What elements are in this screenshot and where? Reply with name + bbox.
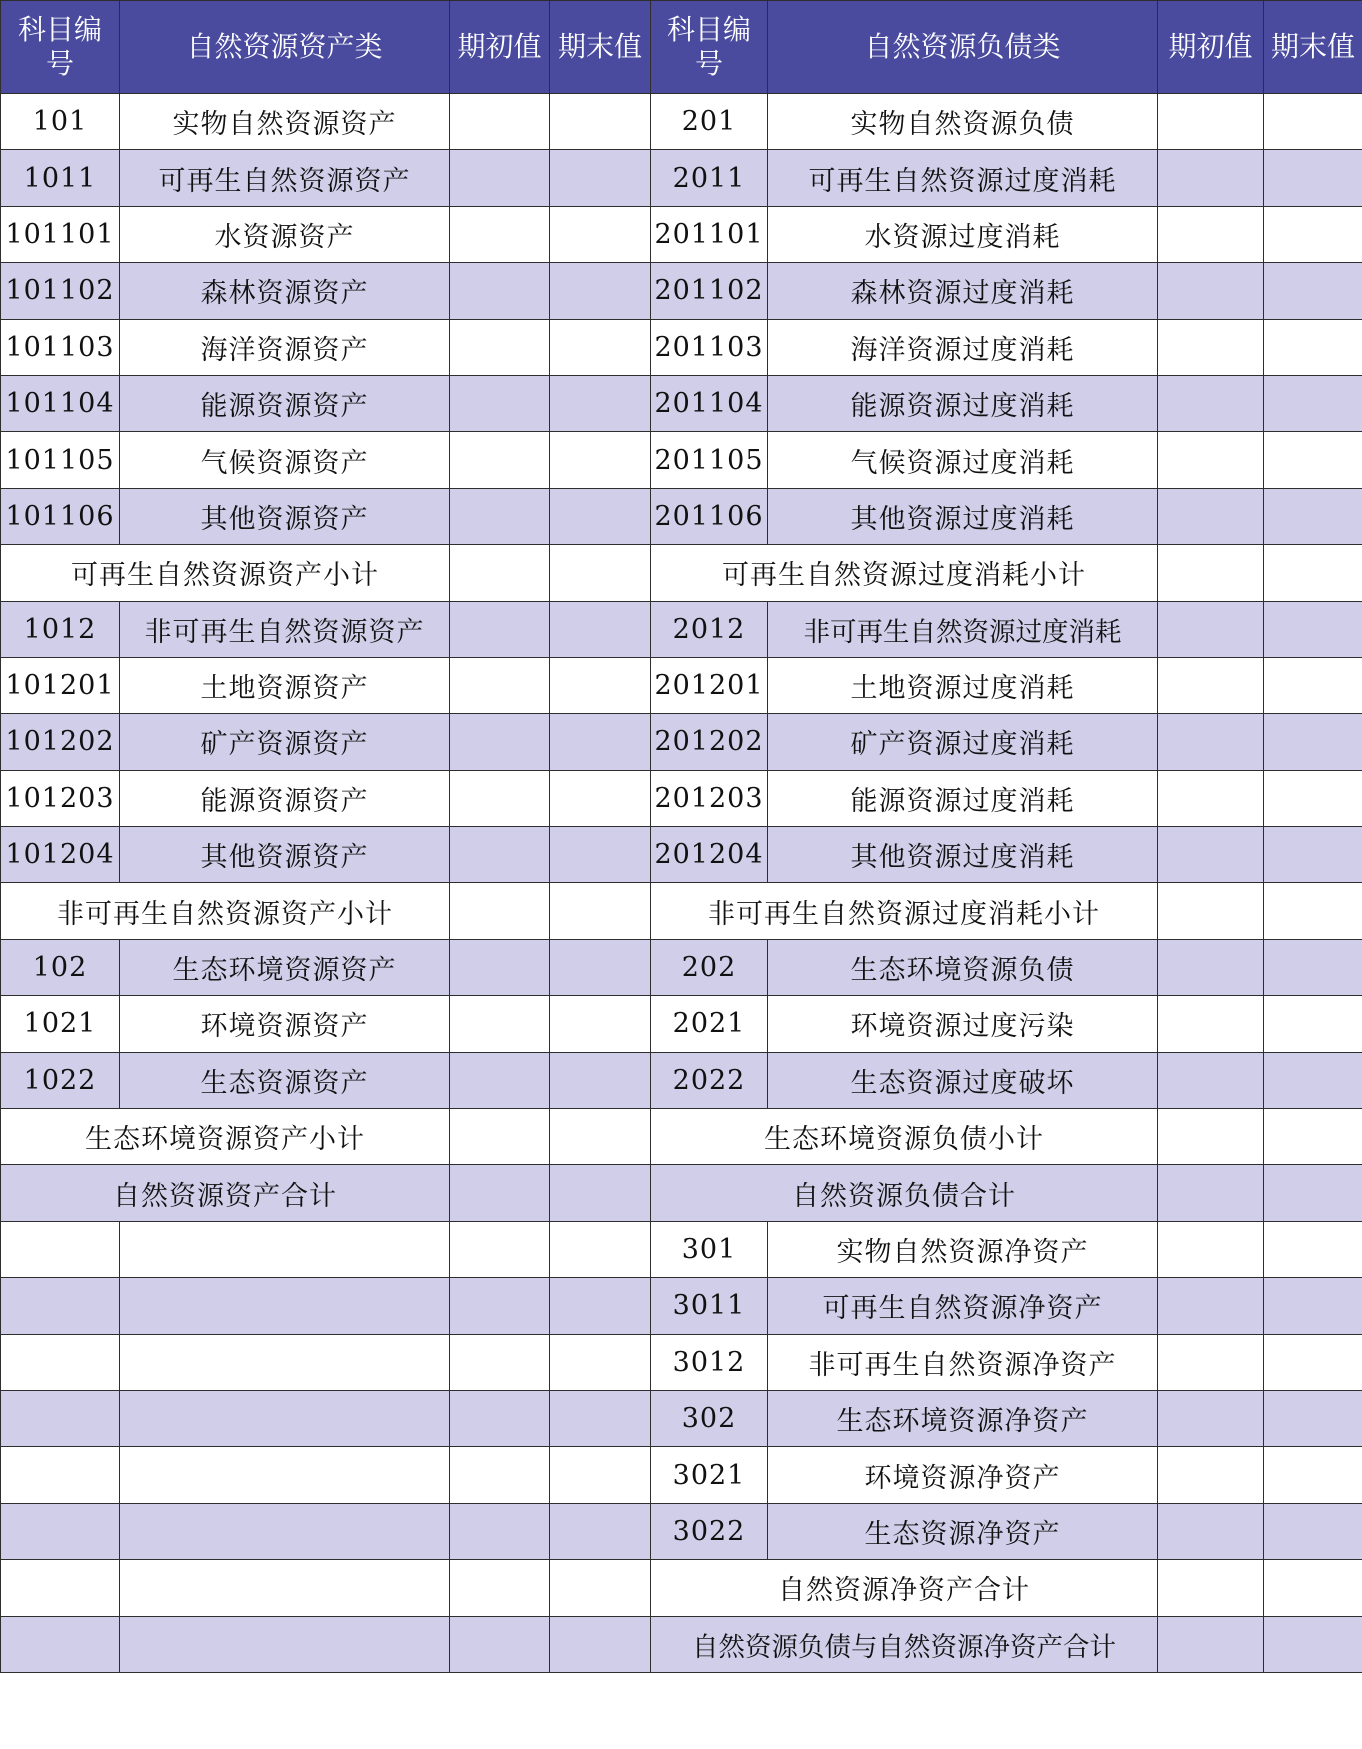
asset-code	[1, 1616, 120, 1672]
table-row	[1, 150, 1362, 206]
asset-opening-value[interactable]	[450, 1278, 550, 1334]
liability-name: 非可再生自然资源过度消耗	[768, 601, 1158, 657]
liability-code: 201202	[651, 714, 768, 770]
asset-name: 生态环境资源资产	[120, 939, 450, 995]
header-row	[1, 1, 1362, 94]
liability-closing-value[interactable]	[1264, 1447, 1362, 1503]
asset-name	[120, 1390, 450, 1446]
liability-name: 矿产资源过度消耗	[768, 714, 1158, 770]
liability-closing-value[interactable]	[1264, 1109, 1362, 1165]
asset-opening-value[interactable]	[450, 770, 550, 826]
header-liability-closing: 期末值	[1264, 1, 1362, 94]
asset-code: 101204	[1, 827, 120, 883]
liability-code: 201105	[651, 432, 768, 488]
asset-name	[120, 1221, 450, 1277]
asset-opening-value[interactable]	[450, 827, 550, 883]
liability-code: 201103	[651, 319, 768, 375]
table-row	[1, 1052, 1362, 1108]
liability-opening-value[interactable]	[1158, 657, 1264, 713]
asset-opening-value[interactable]	[450, 1447, 550, 1503]
asset-code: 101	[1, 94, 120, 150]
asset-subtotal-label: 可再生自然资源资产小计	[1, 545, 450, 601]
liability-opening-value[interactable]	[1158, 1334, 1264, 1390]
asset-opening-value[interactable]	[450, 601, 550, 657]
liability-opening-value[interactable]	[1158, 1503, 1264, 1559]
asset-code	[1, 1390, 120, 1446]
table-row	[1, 770, 1362, 826]
liability-name: 气候资源过度消耗	[768, 432, 1158, 488]
asset-code: 101101	[1, 206, 120, 262]
liability-code: 201	[651, 94, 768, 150]
table-row	[1, 432, 1362, 488]
asset-name	[120, 1278, 450, 1334]
liability-closing-value[interactable]	[1264, 545, 1362, 601]
liability-name: 可再生自然资源净资产	[768, 1278, 1158, 1334]
table-row	[1, 1278, 1362, 1334]
liability-code: 3021	[651, 1447, 768, 1503]
table-row	[1, 545, 1362, 601]
liability-closing-value[interactable]	[1264, 1616, 1362, 1672]
asset-closing-value[interactable]	[550, 1616, 651, 1672]
asset-name	[120, 1334, 450, 1390]
asset-closing-value[interactable]	[550, 601, 651, 657]
liability-opening-value[interactable]	[1158, 601, 1264, 657]
liability-name: 其他资源过度消耗	[768, 827, 1158, 883]
asset-opening-value[interactable]	[450, 883, 550, 939]
liability-subtotal-label: 非可再生自然资源过度消耗小计	[651, 883, 1158, 939]
table-row	[1, 1390, 1362, 1446]
asset-code: 1022	[1, 1052, 120, 1108]
asset-code: 101102	[1, 263, 120, 319]
asset-name	[120, 1447, 450, 1503]
asset-name	[120, 1503, 450, 1559]
asset-opening-value[interactable]	[450, 714, 550, 770]
liability-name: 非可再生自然资源净资产	[768, 1334, 1158, 1390]
liability-code: 201204	[651, 827, 768, 883]
liability-name: 能源资源过度消耗	[768, 770, 1158, 826]
liability-code: 2022	[651, 1052, 768, 1108]
liability-closing-value[interactable]	[1264, 375, 1362, 431]
liability-closing-value[interactable]	[1264, 657, 1362, 713]
asset-closing-value[interactable]	[550, 1165, 651, 1221]
asset-opening-value[interactable]	[450, 996, 550, 1052]
table-row	[1, 1334, 1362, 1390]
asset-closing-value[interactable]	[550, 319, 651, 375]
liability-name: 生态环境资源负债	[768, 939, 1158, 995]
asset-code: 102	[1, 939, 120, 995]
liability-subtotal-label: 生态环境资源负债小计	[651, 1109, 1158, 1165]
asset-opening-value[interactable]	[450, 1109, 550, 1165]
asset-name: 海洋资源资产	[120, 319, 450, 375]
liability-opening-value[interactable]	[1158, 1052, 1264, 1108]
asset-opening-value[interactable]	[450, 1334, 550, 1390]
asset-code: 101104	[1, 375, 120, 431]
asset-name: 其他资源资产	[120, 827, 450, 883]
table-row	[1, 601, 1362, 657]
liability-closing-value[interactable]	[1264, 1165, 1362, 1221]
liability-opening-value[interactable]	[1158, 714, 1264, 770]
asset-closing-value[interactable]	[550, 94, 651, 150]
liability-code: 202	[651, 939, 768, 995]
asset-opening-value[interactable]	[450, 1052, 550, 1108]
liability-code: 3022	[651, 1503, 768, 1559]
asset-name: 生态资源资产	[120, 1052, 450, 1108]
asset-closing-value[interactable]	[550, 1334, 651, 1390]
liability-name: 其他资源过度消耗	[768, 488, 1158, 544]
liability-code: 201201	[651, 657, 768, 713]
asset-closing-value[interactable]	[550, 1221, 651, 1277]
liability-closing-value[interactable]	[1264, 1221, 1362, 1277]
asset-code	[1, 1278, 120, 1334]
asset-opening-value[interactable]	[450, 94, 550, 150]
asset-opening-value[interactable]	[450, 545, 550, 601]
asset-opening-value[interactable]	[450, 375, 550, 431]
liability-closing-value[interactable]	[1264, 1278, 1362, 1334]
liability-name: 海洋资源过度消耗	[768, 319, 1158, 375]
liability-code: 301	[651, 1221, 768, 1277]
liability-name: 生态资源净资产	[768, 1503, 1158, 1559]
asset-name: 土地资源资产	[120, 657, 450, 713]
liability-name: 土地资源过度消耗	[768, 657, 1158, 713]
table-row	[1, 827, 1362, 883]
liability-closing-value[interactable]	[1264, 150, 1362, 206]
asset-closing-value[interactable]	[550, 996, 651, 1052]
asset-opening-value[interactable]	[450, 150, 550, 206]
liability-opening-value[interactable]	[1158, 206, 1264, 262]
liability-name: 森林资源过度消耗	[768, 263, 1158, 319]
asset-opening-value[interactable]	[450, 1221, 550, 1277]
asset-closing-value[interactable]	[550, 883, 651, 939]
asset-closing-value[interactable]	[550, 545, 651, 601]
liability-opening-value[interactable]	[1158, 1221, 1264, 1277]
header-asset-closing: 期末值	[550, 1, 651, 94]
header-asset-category: 自然资源资产类	[120, 1, 450, 94]
liability-code: 3011	[651, 1278, 768, 1334]
liability-opening-value[interactable]	[1158, 1109, 1264, 1165]
asset-name: 能源资源资产	[120, 770, 450, 826]
liability-code: 302	[651, 1390, 768, 1446]
liability-opening-value[interactable]	[1158, 1278, 1264, 1334]
asset-name: 非可再生自然资源资产	[120, 601, 450, 657]
liability-opening-value[interactable]	[1158, 883, 1264, 939]
asset-closing-value[interactable]	[550, 488, 651, 544]
liability-closing-value[interactable]	[1264, 94, 1362, 150]
liability-opening-value[interactable]	[1158, 1560, 1264, 1616]
header-liability-opening: 期初值	[1158, 1, 1264, 94]
liability-code: 201104	[651, 375, 768, 431]
liability-opening-value[interactable]	[1158, 432, 1264, 488]
liability-name: 可再生自然资源过度消耗	[768, 150, 1158, 206]
asset-closing-value[interactable]	[550, 1390, 651, 1446]
asset-closing-value[interactable]	[550, 939, 651, 995]
liability-name: 生态环境资源净资产	[768, 1390, 1158, 1446]
header-asset-opening: 期初值	[450, 1, 550, 94]
asset-code	[1, 1334, 120, 1390]
table-row	[1, 263, 1362, 319]
asset-subtotal-label: 自然资源资产合计	[1, 1165, 450, 1221]
liability-name: 实物自然资源负债	[768, 94, 1158, 150]
liability-name: 水资源过度消耗	[768, 206, 1158, 262]
asset-name: 矿产资源资产	[120, 714, 450, 770]
liability-opening-value[interactable]	[1158, 1165, 1264, 1221]
liability-closing-value[interactable]	[1264, 1334, 1362, 1390]
table-row	[1, 319, 1362, 375]
liability-closing-value[interactable]	[1264, 996, 1362, 1052]
asset-name: 水资源资产	[120, 206, 450, 262]
asset-opening-value[interactable]	[450, 1560, 550, 1616]
liability-closing-value[interactable]	[1264, 770, 1362, 826]
table-row	[1, 1165, 1362, 1221]
liability-opening-value[interactable]	[1158, 545, 1264, 601]
liability-name: 能源资源过度消耗	[768, 375, 1158, 431]
liability-opening-value[interactable]	[1158, 770, 1264, 826]
asset-closing-value[interactable]	[550, 1560, 651, 1616]
liability-subtotal-label: 可再生自然资源过度消耗小计	[651, 545, 1158, 601]
liability-closing-value[interactable]	[1264, 206, 1362, 262]
liability-opening-value[interactable]	[1158, 150, 1264, 206]
table-row	[1, 1221, 1362, 1277]
asset-closing-value[interactable]	[550, 827, 651, 883]
asset-code	[1, 1447, 120, 1503]
liability-code: 3012	[651, 1334, 768, 1390]
liability-code: 2011	[651, 150, 768, 206]
asset-opening-value[interactable]	[450, 1390, 550, 1446]
table-row	[1, 1109, 1362, 1165]
asset-opening-value[interactable]	[450, 1165, 550, 1221]
liability-name: 生态资源过度破坏	[768, 1052, 1158, 1108]
asset-opening-value[interactable]	[450, 319, 550, 375]
asset-subtotal-label: 非可再生自然资源资产小计	[1, 883, 450, 939]
liability-subtotal-label: 自然资源负债与自然资源净资产合计	[651, 1616, 1158, 1672]
table-row	[1, 488, 1362, 544]
asset-closing-value[interactable]	[550, 657, 651, 713]
liability-closing-value[interactable]	[1264, 1390, 1362, 1446]
asset-name: 能源资源资产	[120, 375, 450, 431]
liability-opening-value[interactable]	[1158, 263, 1264, 319]
asset-opening-value[interactable]	[450, 263, 550, 319]
asset-code	[1, 1503, 120, 1559]
asset-code: 1012	[1, 601, 120, 657]
liability-opening-value[interactable]	[1158, 319, 1264, 375]
table-row	[1, 657, 1362, 713]
table-body	[1, 94, 1362, 1673]
header-liability-code: 科目编号	[651, 1, 768, 94]
liability-opening-value[interactable]	[1158, 1390, 1264, 1446]
asset-closing-value[interactable]	[550, 263, 651, 319]
liability-opening-value[interactable]	[1158, 375, 1264, 431]
header-liability-category: 自然资源负债类	[768, 1, 1158, 94]
liability-code: 201203	[651, 770, 768, 826]
liability-code: 2021	[651, 996, 768, 1052]
asset-name: 气候资源资产	[120, 432, 450, 488]
asset-code: 101203	[1, 770, 120, 826]
asset-code: 101202	[1, 714, 120, 770]
table-row	[1, 94, 1362, 150]
liability-closing-value[interactable]	[1264, 319, 1362, 375]
asset-code: 101105	[1, 432, 120, 488]
table-row	[1, 1616, 1362, 1672]
liability-closing-value[interactable]	[1264, 883, 1362, 939]
table-row	[1, 714, 1362, 770]
liability-subtotal-label: 自然资源负债合计	[651, 1165, 1158, 1221]
liability-closing-value[interactable]	[1264, 432, 1362, 488]
asset-opening-value[interactable]	[450, 432, 550, 488]
liability-opening-value[interactable]	[1158, 996, 1264, 1052]
asset-closing-value[interactable]	[550, 206, 651, 262]
liability-code: 201101	[651, 206, 768, 262]
asset-opening-value[interactable]	[450, 657, 550, 713]
table-row	[1, 1560, 1362, 1616]
asset-closing-value[interactable]	[550, 1052, 651, 1108]
asset-code	[1, 1221, 120, 1277]
asset-closing-value[interactable]	[550, 1503, 651, 1559]
liability-subtotal-label: 自然资源净资产合计	[651, 1560, 1158, 1616]
asset-opening-value[interactable]	[450, 488, 550, 544]
liability-closing-value[interactable]	[1264, 601, 1362, 657]
asset-code: 1021	[1, 996, 120, 1052]
asset-closing-value[interactable]	[550, 375, 651, 431]
liability-closing-value[interactable]	[1264, 263, 1362, 319]
asset-name: 环境资源资产	[120, 996, 450, 1052]
liability-closing-value[interactable]	[1264, 714, 1362, 770]
asset-closing-value[interactable]	[550, 432, 651, 488]
liability-code: 201106	[651, 488, 768, 544]
liability-name: 实物自然资源净资产	[768, 1221, 1158, 1277]
asset-code	[1, 1560, 120, 1616]
liability-closing-value[interactable]	[1264, 1503, 1362, 1559]
asset-subtotal-label: 生态环境资源资产小计	[1, 1109, 450, 1165]
asset-closing-value[interactable]	[550, 1278, 651, 1334]
table-row	[1, 375, 1362, 431]
liability-opening-value[interactable]	[1158, 488, 1264, 544]
table-row	[1, 206, 1362, 262]
liability-closing-value[interactable]	[1264, 1560, 1362, 1616]
asset-closing-value[interactable]	[550, 1109, 651, 1165]
asset-code: 101106	[1, 488, 120, 544]
asset-closing-value[interactable]	[550, 150, 651, 206]
table-row	[1, 939, 1362, 995]
asset-name: 其他资源资产	[120, 488, 450, 544]
header-asset-code: 科目编号	[1, 1, 120, 94]
table-row	[1, 1447, 1362, 1503]
liability-opening-value[interactable]	[1158, 94, 1264, 150]
liability-closing-value[interactable]	[1264, 939, 1362, 995]
liability-opening-value[interactable]	[1158, 1447, 1264, 1503]
liability-code: 2012	[651, 601, 768, 657]
table-row	[1, 1503, 1362, 1559]
asset-opening-value[interactable]	[450, 1503, 550, 1559]
liability-opening-value[interactable]	[1158, 1616, 1264, 1672]
asset-name	[120, 1616, 450, 1672]
liability-opening-value[interactable]	[1158, 939, 1264, 995]
liability-closing-value[interactable]	[1264, 827, 1362, 883]
liability-name: 环境资源过度污染	[768, 996, 1158, 1052]
asset-opening-value[interactable]	[450, 1616, 550, 1672]
liability-code: 201102	[651, 263, 768, 319]
asset-code: 101201	[1, 657, 120, 713]
asset-closing-value[interactable]	[550, 770, 651, 826]
asset-opening-value[interactable]	[450, 939, 550, 995]
liability-opening-value[interactable]	[1158, 827, 1264, 883]
asset-opening-value[interactable]	[450, 206, 550, 262]
table-row	[1, 996, 1362, 1052]
liability-closing-value[interactable]	[1264, 1052, 1362, 1108]
liability-name: 环境资源净资产	[768, 1447, 1158, 1503]
asset-name: 森林资源资产	[120, 263, 450, 319]
asset-closing-value[interactable]	[550, 1447, 651, 1503]
table-row	[1, 883, 1362, 939]
asset-closing-value[interactable]	[550, 714, 651, 770]
asset-code: 1011	[1, 150, 120, 206]
asset-name: 可再生自然资源资产	[120, 150, 450, 206]
liability-closing-value[interactable]	[1264, 488, 1362, 544]
asset-name	[120, 1560, 450, 1616]
asset-code: 101103	[1, 319, 120, 375]
asset-name: 实物自然资源资产	[120, 94, 450, 150]
